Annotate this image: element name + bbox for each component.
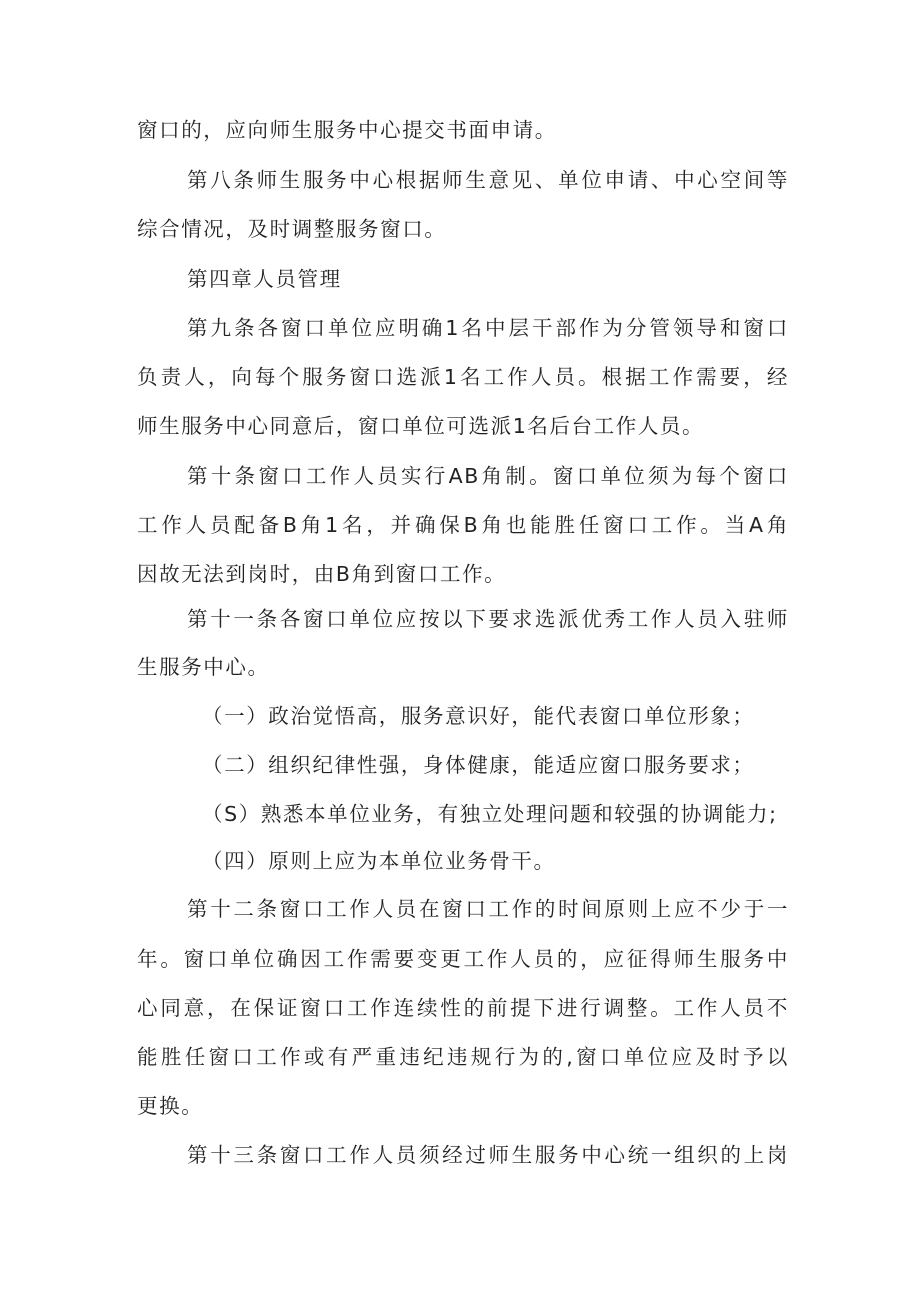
text-line: 第九条各窗口单位应明确1名中层干部作为分管领导和窗口 (187, 316, 789, 340)
list-item: （一）政治觉悟高，服务意识好，能代表窗口单位形象； (202, 704, 755, 728)
text-line: 第八条师生服务中心根据师生意见、单位申请、中心空间等 (187, 168, 789, 192)
text-line: 因故无法到岗时，由B角到窗口工作。 (137, 562, 507, 586)
text-line: 师生服务中心同意后，窗口单位可选派1名后台工作人员。 (137, 414, 705, 438)
list-item: （四）原则上应为本单位业务骨干。 (202, 849, 556, 873)
text-line: 负责人，向每个服务窗口选派1名工作人员。根据工作需要，经 (137, 365, 789, 389)
chapter-heading: 第四章人员管理 (187, 267, 342, 291)
text-line: 工作人员配备B角1名，并确保B角也能胜任窗口工作。当A角 (137, 513, 789, 537)
text-line: 窗口的，应向师生服务中心提交书面申请。 (137, 118, 557, 142)
text-line: 第十三条窗口工作人员须经过师生服务中心统一组织的上岗 (187, 1143, 789, 1167)
text-line: 综合情况，及时调整服务窗口。 (137, 217, 447, 241)
text-line: 更换。 (137, 1094, 204, 1118)
text-line: 生服务中心。 (137, 655, 270, 679)
text-line: 心同意，在保证窗口工作连续性的前提下进行调整。工作人员不 (137, 996, 789, 1020)
text-line: 年。窗口单位确因工作需要变更工作人员的，应征得师生服务中 (137, 947, 789, 971)
text-line: 第十条窗口工作人员实行AB角制。窗口单位须为每个窗口 (187, 464, 789, 488)
text-line: 第十二条窗口工作人员在窗口工作的时间原则上应不少于一 (187, 897, 789, 921)
list-item: （S）熟悉本单位业务，有独立处理问题和较强的协调能力; (202, 802, 778, 826)
list-item: （二）组织纪律性强，身体健康，能适应窗口服务要求； (202, 753, 755, 777)
text-line: 第十一条各窗口单位应按以下要求选派优秀工作人员入驻师 (187, 607, 789, 631)
text-line: 能胜任窗口工作或有严重违纪违规行为的,窗口单位应及时予以 (137, 1045, 789, 1069)
